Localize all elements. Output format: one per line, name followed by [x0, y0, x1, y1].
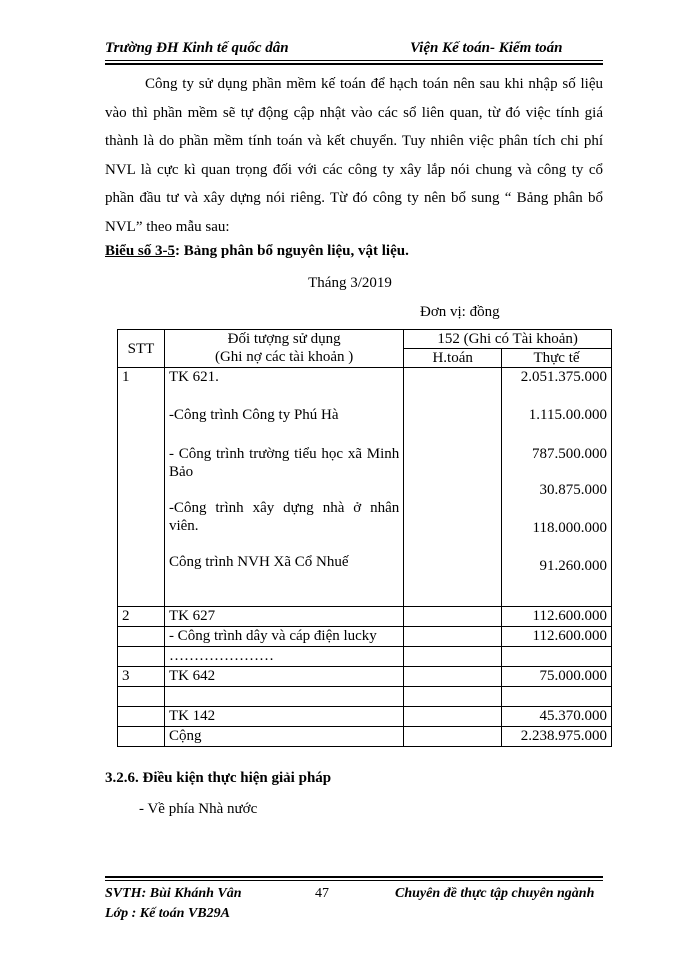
header-group: 152 (Ghi có Tài khoản): [404, 330, 612, 349]
header-institute: Viện Kế toán- Kiểm toán: [410, 40, 563, 56]
htoan-cell: [404, 627, 502, 647]
header-rule-thick: [105, 63, 603, 65]
object-cell: TK 642: [164, 667, 403, 687]
table-row: [118, 707, 612, 727]
row-value: 30.875.000: [539, 482, 607, 498]
value-cell: 2.238.975.000: [502, 727, 612, 747]
htoan-cell: [404, 707, 502, 727]
footer-rule: [105, 880, 603, 881]
header-thucte: Thực tế: [502, 349, 612, 368]
footer-author: SVTH: Bùi Khánh Vân: [105, 886, 242, 901]
value-cell: 112.600.000: [502, 607, 612, 627]
object-cell: [164, 687, 403, 707]
value-cell: 112.600.000: [502, 627, 612, 647]
table-row: [118, 667, 612, 687]
htoan-cell: [404, 607, 502, 627]
row-value: 2.051.375.000: [520, 369, 607, 385]
row-value: 91.260.000: [539, 558, 607, 574]
object-cell: - Công trình dây và cáp điện lucky: [164, 627, 403, 647]
allocation-table: [117, 329, 612, 747]
page-number: 47: [315, 886, 329, 901]
htoan-cell: [404, 727, 502, 747]
value-cell: [502, 368, 612, 607]
object-cell: …………………: [164, 647, 403, 667]
footer-rule-thick: [105, 876, 603, 878]
stt-cell: [118, 627, 165, 647]
header-htoan: H.toán: [404, 349, 502, 368]
stt-cell: [118, 727, 165, 747]
object-cell: TK 142: [164, 707, 403, 727]
htoan-cell: [404, 647, 502, 667]
page-footer: [105, 884, 603, 924]
object-cell: Cộng: [164, 727, 403, 747]
stt-cell: [118, 687, 165, 707]
object-cell: [164, 368, 403, 607]
value-cell: [502, 687, 612, 707]
header-university: Trường ĐH Kinh tế quốc dân: [105, 40, 289, 56]
table-title-label: Biểu số 3-5: [105, 243, 176, 259]
table-total-row: [118, 727, 612, 747]
object-cell: TK 627: [164, 607, 403, 627]
footer-class: Lớp : Kế toán VB29A: [105, 906, 230, 921]
htoan-cell: [404, 687, 502, 707]
section-heading: 3.2.6. Điều kiện thực hiện giải pháp: [105, 770, 332, 786]
value-cell: [502, 647, 612, 667]
row-object: TK 621.: [168, 369, 219, 385]
htoan-cell: [404, 368, 502, 607]
header-rule: [105, 60, 603, 61]
paragraph-text: Công ty sử dụng phần mềm kế toán để hạch toán nên sau khi nhập số liệu vào thì phần mềm sẽ tự động cập nhật vào các sổ liên quan, từ đó việc tính giá thành là do phần mềm tính toán và kết chuyển. Tuy nhiên việc phân tích chi phí NVL là cực kì quan trọng đối với các công ty xây lắp nói chung và công ty cổ phần đầu tư và xây dựng nói riêng. Từ đó công ty nên bổ sung “ Bảng phân bổ NVL” theo mẫu sau:: [105, 76, 603, 235]
table-title: [105, 243, 409, 260]
table-row: [118, 687, 612, 707]
stt-cell: 3: [118, 667, 165, 687]
table-row: [118, 607, 612, 627]
header-object-line1: Đối tượng sử dụng: [227, 331, 341, 347]
header-object-line2: (Ghi nợ các tài khoản ): [214, 349, 354, 365]
table-title-text: : Bảng phân bổ nguyên liệu, vật liệu.: [175, 243, 409, 259]
value-cell: 45.370.000: [502, 707, 612, 727]
table-header-row: [118, 330, 612, 349]
table-month: Tháng 3/2019: [308, 275, 392, 291]
stt-cell: [118, 647, 165, 667]
body-paragraph: [105, 70, 603, 241]
row-value: 1.115.00.000: [528, 407, 607, 423]
table-row: [118, 627, 612, 647]
row-object: -Công trình Công ty Phú Hà: [168, 407, 339, 423]
table-row: [118, 647, 612, 667]
header-stt: STT: [118, 330, 165, 368]
bullet-item: - Về phía Nhà nước: [139, 801, 258, 817]
footer-report-title: Chuyên đề thực tập chuyên ngành: [395, 886, 595, 901]
value-cell: 75.000.000: [502, 667, 612, 687]
row-object: Công trình NVH Xã Cổ Nhuế: [168, 554, 349, 570]
stt-cell: 1: [118, 368, 165, 607]
htoan-cell: [404, 667, 502, 687]
stt-cell: [118, 707, 165, 727]
table-row: [118, 368, 612, 607]
table-unit: Đơn vị: đồng: [420, 304, 500, 320]
row-value: 118.000.000: [532, 520, 607, 536]
row-value: 787.500.000: [532, 446, 607, 462]
header-object: [164, 330, 403, 368]
row-object: - Công trình trường tiểu học xã Minh Bảo: [168, 446, 400, 480]
stt-cell: 2: [118, 607, 165, 627]
row-object: -Công trình xây dựng nhà ở nhân viên.: [168, 500, 400, 534]
